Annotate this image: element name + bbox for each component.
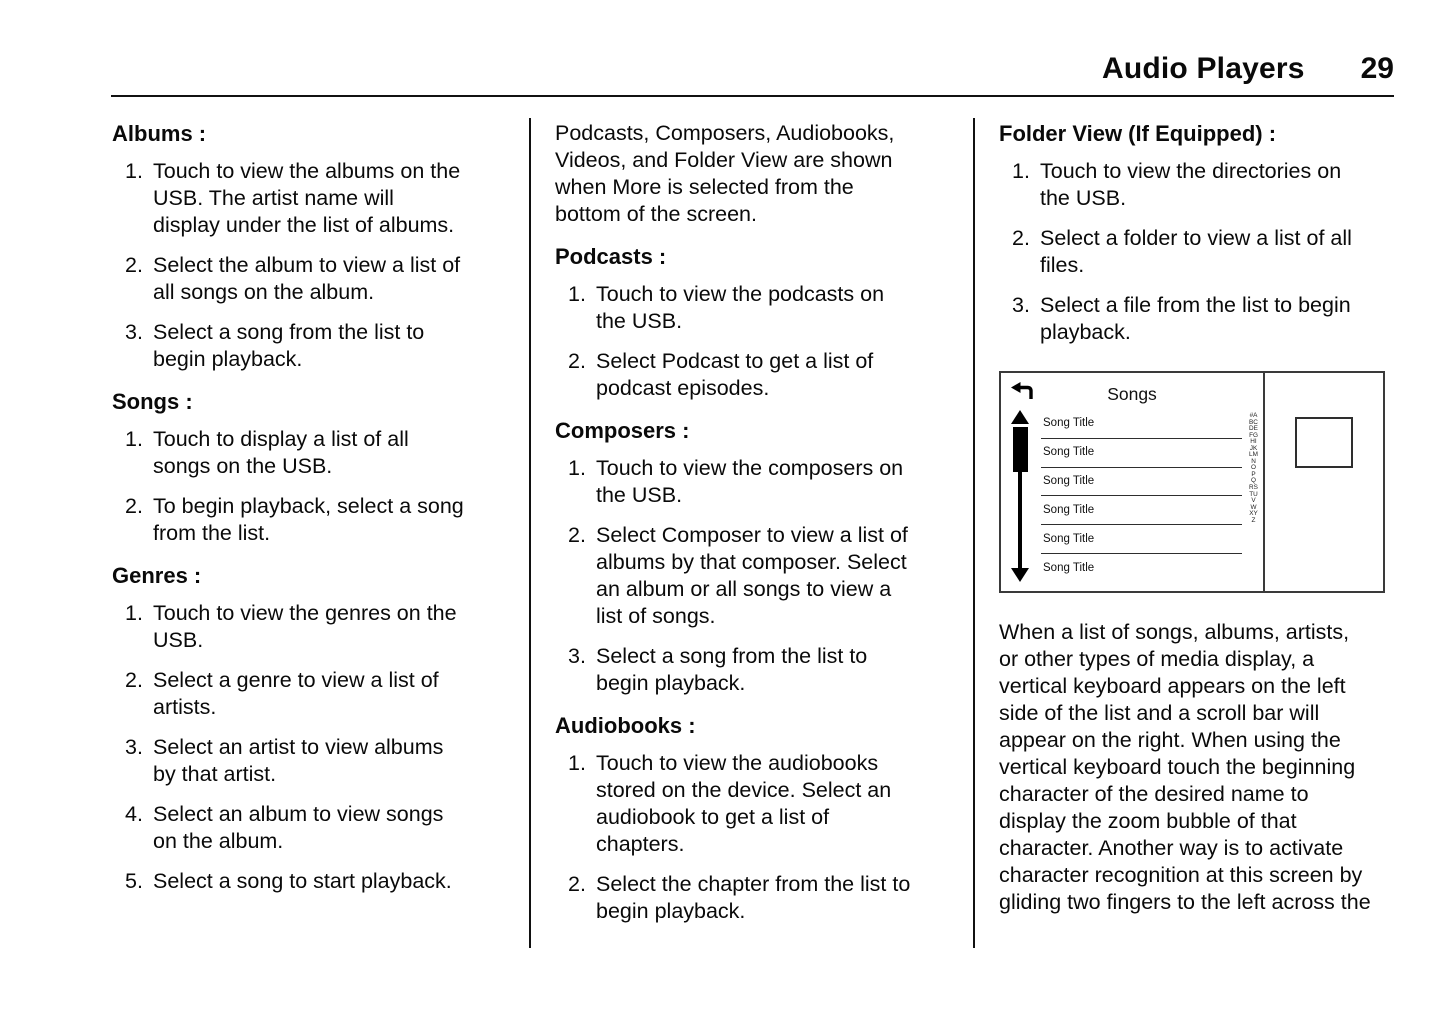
- list-item-text: Touch to view the albums on the USB. The artist name will display under the list of albums.: [153, 159, 461, 237]
- list-item-text: Select an album to view songs on the album.: [153, 802, 444, 853]
- page-title: Audio Players: [1101, 52, 1305, 85]
- list-item-number: 1.: [125, 159, 143, 183]
- list-item-number: 3.: [125, 735, 143, 759]
- list-item-text: Select the chapter from the list to begin playback.: [596, 872, 911, 923]
- list-item: [555, 348, 947, 402]
- list-item: [999, 292, 1393, 346]
- column-1: [112, 118, 512, 908]
- list-item: [112, 426, 512, 480]
- song-row: [1041, 554, 1242, 582]
- section-heading-albums: Albums :: [112, 121, 207, 146]
- list-item: [112, 158, 512, 239]
- song-title: Song Title: [1043, 417, 1095, 430]
- song-title: Song Title: [1043, 503, 1095, 516]
- song-title: Song Title: [1043, 561, 1095, 574]
- list-item: [999, 225, 1393, 279]
- section-heading-audiobooks: Audiobooks :: [555, 713, 696, 738]
- list-item: [112, 493, 512, 547]
- back-arrow-icon: [1010, 380, 1034, 402]
- list-item-text: Select a folder to view a list of all files.: [1040, 226, 1352, 277]
- list-item-text: Touch to view the podcasts on the USB.: [596, 282, 885, 333]
- list-item-number: 3.: [125, 320, 143, 344]
- list-item-number: 2.: [568, 349, 586, 373]
- figure-body: [1001, 406, 1263, 591]
- list-item-number: 1.: [568, 282, 586, 306]
- list-item-number: 3.: [1012, 293, 1030, 317]
- song-row: [1041, 468, 1242, 497]
- list-item-number: 1.: [568, 456, 586, 480]
- list-item: [112, 319, 512, 373]
- list-item-number: 2.: [125, 253, 143, 277]
- section-heading-composers: Composers :: [555, 418, 690, 443]
- song-title: Song Title: [1043, 475, 1095, 488]
- song-title: Song Title: [1043, 532, 1095, 545]
- figure-right-panel: [1265, 373, 1383, 591]
- song-list: [1041, 410, 1242, 582]
- scroll-down-icon: [1011, 568, 1029, 582]
- list-item-text: Touch to view the composers on the USB.: [596, 456, 904, 507]
- list-item-number: 2.: [125, 668, 143, 692]
- list-item: [112, 801, 512, 855]
- list-item-number: 2.: [125, 494, 143, 518]
- list-item: [112, 734, 512, 788]
- song-row: [1041, 496, 1242, 525]
- list-item-text: Touch to view the genres on the USB.: [153, 601, 457, 652]
- intro-paragraph: Podcasts, Composers, Audiobooks, Videos, and Folder View are shown when More is selected from the bottom of the screen.: [555, 121, 895, 226]
- list-item-number: 5.: [125, 869, 143, 893]
- list-item-text: Select Composer to view a list of albums by that composer. Select an album or all songs to view a list of songs.: [596, 523, 908, 628]
- song-title: Song Title: [1043, 446, 1095, 459]
- list-item-number: 2.: [1012, 226, 1030, 250]
- column-divider: [973, 118, 975, 948]
- scroll-up-icon: [1011, 410, 1029, 424]
- list-item: [555, 643, 947, 697]
- section-heading-folder-view: Folder View (If Equipped) :: [999, 121, 1277, 146]
- figure-title: Songs: [1107, 384, 1157, 404]
- list-item-text: Select Podcast to get a list of podcast episodes.: [596, 349, 874, 400]
- scroll-thumb: [1013, 427, 1028, 472]
- list-item-number: 4.: [125, 802, 143, 826]
- list-item: [555, 281, 947, 335]
- list-item-text: Select a song from the list to begin playback.: [596, 644, 868, 695]
- list-item: [555, 871, 947, 925]
- list-item-text: Select a genre to view a list of artists.: [153, 668, 439, 719]
- list-item-number: 2.: [568, 872, 586, 896]
- list-item-number: 1.: [125, 427, 143, 451]
- page-body: [112, 118, 1445, 948]
- vertical-keyboard: #ABCDEFGHIJKLMNOPQRSTUVWXYZ: [1249, 412, 1258, 524]
- list-item-text: To begin playback, select a song from the list.: [153, 494, 464, 545]
- page-header: [111, 0, 1394, 97]
- scrollbar: [1008, 410, 1032, 582]
- list-item: [112, 667, 512, 721]
- section-heading-podcasts: Podcasts :: [555, 244, 667, 269]
- page-number: 29: [1360, 52, 1394, 85]
- column-2: [555, 118, 947, 938]
- list-item-text: Select an artist to view albums by that artist.: [153, 735, 444, 786]
- song-row: [1041, 439, 1242, 468]
- section-heading-genres: Genres :: [112, 563, 202, 588]
- list-item-text: Select a song to start playback.: [153, 869, 452, 893]
- list-item-text: Touch to view the audiobooks stored on the device. Select an audiobook to get a list of chapters.: [596, 751, 892, 856]
- song-list-panel: [1001, 373, 1265, 591]
- list-item-number: 1.: [1012, 159, 1030, 183]
- scroll-track: [1018, 472, 1022, 568]
- album-art-placeholder: [1295, 417, 1353, 468]
- list-item-text: Touch to view the directories on the USB.: [1040, 159, 1342, 210]
- body-paragraph: When a list of songs, albums, artists, or other types of media display, a vertical keyboard appears on the left side of the list and a scroll bar will appear on the right. When using the vertical keyboard touch the beginning character of the desired name to display the zoom bubble of that character. Another way is to activate character recognition at this screen by gliding two fingers to the left across the: [999, 620, 1371, 914]
- figure-header: [1001, 373, 1263, 406]
- list-item-text: Touch to display a list of all songs on the USB.: [153, 427, 409, 478]
- list-item: [555, 455, 947, 509]
- list-item: [555, 750, 947, 858]
- list-item-number: 2.: [568, 523, 586, 547]
- list-item: [999, 158, 1393, 212]
- column-divider: [529, 118, 531, 948]
- song-row: [1041, 410, 1242, 439]
- section-heading-songs: Songs :: [112, 389, 193, 414]
- list-item-text: Select a file from the list to begin playback.: [1040, 293, 1351, 344]
- song-row: [1041, 525, 1242, 554]
- column-3: [999, 118, 1393, 930]
- list-item-number: 1.: [568, 751, 586, 775]
- list-item-number: 1.: [125, 601, 143, 625]
- list-item-text: Select the album to view a list of all songs on the album.: [153, 253, 461, 304]
- list-item: [112, 252, 512, 306]
- list-item: [112, 600, 512, 654]
- list-item: [555, 522, 947, 630]
- list-item-text: Select a song from the list to begin playback.: [153, 320, 425, 371]
- list-item: [112, 868, 512, 895]
- list-item-number: 3.: [568, 644, 586, 668]
- songs-screen-figure: [999, 371, 1385, 593]
